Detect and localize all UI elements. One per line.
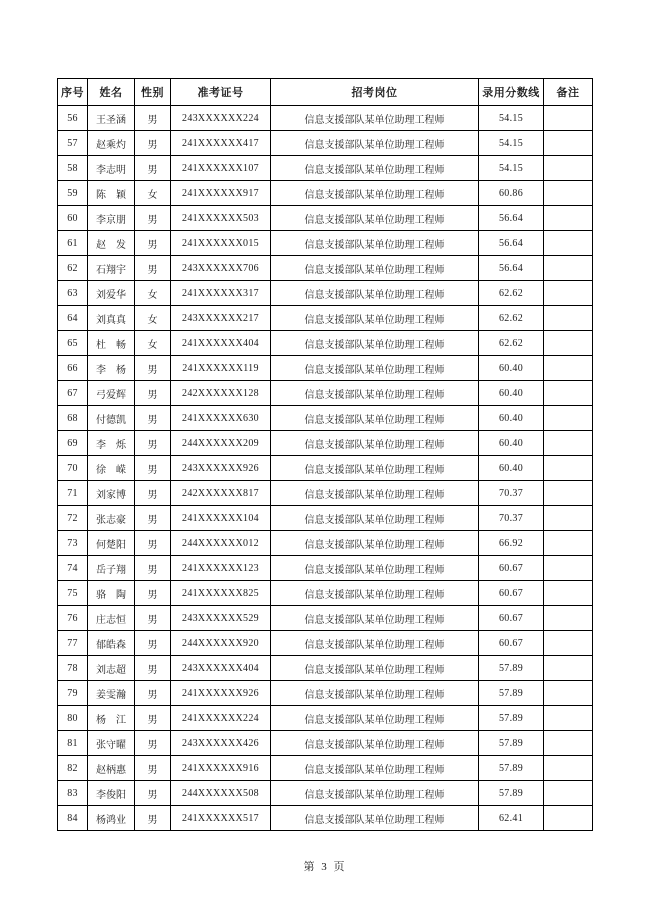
cell-gender: 男 xyxy=(135,631,171,656)
cell-ticket: 243XXXXXX426 xyxy=(171,731,271,756)
cell-ticket: 241XXXXXX926 xyxy=(171,681,271,706)
table-row xyxy=(58,731,593,756)
cell-ticket: 241XXXXXX317 xyxy=(171,281,271,306)
cell-gender: 男 xyxy=(135,106,171,131)
cell-score: 57.89 xyxy=(479,731,544,756)
cell-name: 姜雯瀚 xyxy=(88,681,135,706)
cell-name: 王圣涵 xyxy=(88,106,135,131)
cell-ticket: 244XXXXXX920 xyxy=(171,631,271,656)
cell-no: 62 xyxy=(58,256,88,281)
cell-ticket: 244XXXXXX209 xyxy=(171,431,271,456)
cell-no: 76 xyxy=(58,606,88,631)
cell-position: 信息支援部队某单位助理工程师 xyxy=(271,681,479,706)
cell-name: 付德凯 xyxy=(88,406,135,431)
cell-position: 信息支援部队某单位助理工程师 xyxy=(271,731,479,756)
cell-score: 66.92 xyxy=(479,531,544,556)
cell-name: 刘家博 xyxy=(88,481,135,506)
table-row xyxy=(58,581,593,606)
table-row xyxy=(58,156,593,181)
cell-remark xyxy=(544,206,593,231)
table-row xyxy=(58,681,593,706)
cell-position: 信息支援部队某单位助理工程师 xyxy=(271,556,479,581)
cell-score: 60.40 xyxy=(479,406,544,431)
cell-score: 70.37 xyxy=(479,481,544,506)
cell-score: 57.89 xyxy=(479,656,544,681)
cell-name: 杨 江 xyxy=(88,706,135,731)
table-row xyxy=(58,431,593,456)
cell-name: 岳子翔 xyxy=(88,556,135,581)
cell-name: 弓爱辉 xyxy=(88,381,135,406)
cell-score: 62.62 xyxy=(479,281,544,306)
cell-gender: 男 xyxy=(135,731,171,756)
cell-name: 李京朋 xyxy=(88,206,135,231)
cell-score: 60.67 xyxy=(479,631,544,656)
cell-ticket: 243XXXXXX404 xyxy=(171,656,271,681)
col-header-gender: 性别 xyxy=(135,79,171,106)
cell-no: 64 xyxy=(58,306,88,331)
cell-ticket: 243XXXXXX926 xyxy=(171,456,271,481)
cell-remark xyxy=(544,506,593,531)
cell-name: 赵 发 xyxy=(88,231,135,256)
cell-name: 赵柄惠 xyxy=(88,756,135,781)
cell-name: 李志明 xyxy=(88,156,135,181)
cell-score: 60.86 xyxy=(479,181,544,206)
cell-remark xyxy=(544,256,593,281)
cell-score: 56.64 xyxy=(479,231,544,256)
cell-remark xyxy=(544,231,593,256)
cell-position: 信息支援部队某单位助理工程师 xyxy=(271,256,479,281)
page-number: 第 3 页 xyxy=(303,861,347,873)
table-row xyxy=(58,231,593,256)
cell-position: 信息支援部队某单位助理工程师 xyxy=(271,631,479,656)
cell-gender: 男 xyxy=(135,256,171,281)
table-row xyxy=(58,506,593,531)
cell-position: 信息支援部队某单位助理工程师 xyxy=(271,231,479,256)
cell-no: 84 xyxy=(58,806,88,831)
table-header-row xyxy=(58,79,593,106)
cell-position: 信息支援部队某单位助理工程师 xyxy=(271,456,479,481)
table-row xyxy=(58,181,593,206)
cell-no: 66 xyxy=(58,356,88,381)
cell-remark xyxy=(544,606,593,631)
cell-remark xyxy=(544,431,593,456)
cell-gender: 男 xyxy=(135,556,171,581)
cell-no: 79 xyxy=(58,681,88,706)
col-header-position: 招考岗位 xyxy=(271,79,479,106)
table-row xyxy=(58,606,593,631)
cell-no: 57 xyxy=(58,131,88,156)
cell-ticket: 242XXXXXX128 xyxy=(171,381,271,406)
cell-remark xyxy=(544,731,593,756)
cell-position: 信息支援部队某单位助理工程师 xyxy=(271,131,479,156)
cell-score: 70.37 xyxy=(479,506,544,531)
cell-no: 82 xyxy=(58,756,88,781)
cell-gender: 男 xyxy=(135,606,171,631)
cell-name: 庄志恒 xyxy=(88,606,135,631)
cell-gender: 男 xyxy=(135,506,171,531)
cell-ticket: 244XXXXXX508 xyxy=(171,781,271,806)
cell-no: 72 xyxy=(58,506,88,531)
table-row xyxy=(58,706,593,731)
table-row xyxy=(58,656,593,681)
cell-gender: 男 xyxy=(135,356,171,381)
cell-gender: 女 xyxy=(135,306,171,331)
cell-position: 信息支援部队某单位助理工程师 xyxy=(271,431,479,456)
cell-name: 徐 嵘 xyxy=(88,456,135,481)
cell-position: 信息支援部队某单位助理工程师 xyxy=(271,331,479,356)
cell-remark xyxy=(544,356,593,381)
cell-no: 60 xyxy=(58,206,88,231)
cell-position: 信息支援部队某单位助理工程师 xyxy=(271,656,479,681)
cell-no: 81 xyxy=(58,731,88,756)
cell-remark xyxy=(544,381,593,406)
table-row xyxy=(58,206,593,231)
cell-ticket: 241XXXXXX119 xyxy=(171,356,271,381)
table-row xyxy=(58,456,593,481)
table-row xyxy=(58,631,593,656)
admission-score-table xyxy=(57,78,593,831)
cell-no: 65 xyxy=(58,331,88,356)
cell-ticket: 241XXXXXX104 xyxy=(171,506,271,531)
table-row xyxy=(58,331,593,356)
cell-ticket: 241XXXXXX417 xyxy=(171,131,271,156)
cell-no: 56 xyxy=(58,106,88,131)
cell-remark xyxy=(544,581,593,606)
table-row xyxy=(58,281,593,306)
cell-position: 信息支援部队某单位助理工程师 xyxy=(271,506,479,531)
col-header-name: 姓名 xyxy=(88,79,135,106)
table-row xyxy=(58,531,593,556)
cell-position: 信息支援部队某单位助理工程师 xyxy=(271,756,479,781)
cell-position: 信息支援部队某单位助理工程师 xyxy=(271,581,479,606)
cell-name: 石翔宇 xyxy=(88,256,135,281)
cell-score: 54.15 xyxy=(479,131,544,156)
cell-position: 信息支援部队某单位助理工程师 xyxy=(271,106,479,131)
cell-ticket: 241XXXXXX224 xyxy=(171,706,271,731)
col-header-remark: 备注 xyxy=(544,79,593,106)
cell-no: 67 xyxy=(58,381,88,406)
cell-remark xyxy=(544,131,593,156)
cell-no: 73 xyxy=(58,531,88,556)
cell-gender: 男 xyxy=(135,756,171,781)
cell-ticket: 241XXXXXX630 xyxy=(171,406,271,431)
cell-gender: 男 xyxy=(135,406,171,431)
cell-gender: 男 xyxy=(135,231,171,256)
cell-gender: 男 xyxy=(135,581,171,606)
cell-gender: 男 xyxy=(135,531,171,556)
cell-name: 何楚阳 xyxy=(88,531,135,556)
cell-gender: 男 xyxy=(135,381,171,406)
cell-position: 信息支援部队某单位助理工程师 xyxy=(271,356,479,381)
cell-position: 信息支援部队某单位助理工程师 xyxy=(271,806,479,831)
cell-no: 78 xyxy=(58,656,88,681)
cell-remark xyxy=(544,331,593,356)
cell-gender: 男 xyxy=(135,156,171,181)
cell-position: 信息支援部队某单位助理工程师 xyxy=(271,606,479,631)
cell-score: 60.40 xyxy=(479,456,544,481)
cell-remark xyxy=(544,656,593,681)
cell-position: 信息支援部队某单位助理工程师 xyxy=(271,406,479,431)
cell-score: 60.40 xyxy=(479,381,544,406)
cell-ticket: 241XXXXXX404 xyxy=(171,331,271,356)
cell-name: 张守曜 xyxy=(88,731,135,756)
cell-name: 骆 陶 xyxy=(88,581,135,606)
cell-remark xyxy=(544,481,593,506)
cell-no: 68 xyxy=(58,406,88,431)
cell-ticket: 241XXXXXX517 xyxy=(171,806,271,831)
cell-no: 74 xyxy=(58,556,88,581)
col-header-ticket: 准考证号 xyxy=(171,79,271,106)
cell-ticket: 241XXXXXX917 xyxy=(171,181,271,206)
cell-gender: 男 xyxy=(135,481,171,506)
cell-remark xyxy=(544,631,593,656)
cell-score: 60.67 xyxy=(479,556,544,581)
cell-name: 陈 颖 xyxy=(88,181,135,206)
cell-ticket: 241XXXXXX825 xyxy=(171,581,271,606)
cell-position: 信息支援部队某单位助理工程师 xyxy=(271,306,479,331)
cell-remark xyxy=(544,806,593,831)
cell-ticket: 242XXXXXX817 xyxy=(171,481,271,506)
cell-score: 60.67 xyxy=(479,606,544,631)
table-row xyxy=(58,781,593,806)
table-row xyxy=(58,556,593,581)
cell-score: 57.89 xyxy=(479,681,544,706)
cell-position: 信息支援部队某单位助理工程师 xyxy=(271,481,479,506)
cell-score: 62.41 xyxy=(479,806,544,831)
cell-remark xyxy=(544,681,593,706)
cell-ticket: 241XXXXXX015 xyxy=(171,231,271,256)
cell-no: 69 xyxy=(58,431,88,456)
cell-name: 郁皓森 xyxy=(88,631,135,656)
col-header-no: 序号 xyxy=(58,79,88,106)
cell-score: 60.67 xyxy=(479,581,544,606)
cell-ticket: 243XXXXXX224 xyxy=(171,106,271,131)
cell-remark xyxy=(544,306,593,331)
cell-remark xyxy=(544,531,593,556)
cell-no: 70 xyxy=(58,456,88,481)
cell-no: 59 xyxy=(58,181,88,206)
cell-score: 56.64 xyxy=(479,256,544,281)
cell-position: 信息支援部队某单位助理工程师 xyxy=(271,181,479,206)
cell-gender: 男 xyxy=(135,656,171,681)
cell-gender: 女 xyxy=(135,181,171,206)
cell-no: 83 xyxy=(58,781,88,806)
table-row xyxy=(58,256,593,281)
cell-gender: 男 xyxy=(135,806,171,831)
cell-position: 信息支援部队某单位助理工程师 xyxy=(271,706,479,731)
cell-remark xyxy=(544,756,593,781)
table-row xyxy=(58,306,593,331)
cell-remark xyxy=(544,281,593,306)
cell-name: 刘真真 xyxy=(88,306,135,331)
cell-gender: 男 xyxy=(135,781,171,806)
table-row xyxy=(58,406,593,431)
table-row xyxy=(58,381,593,406)
cell-ticket: 241XXXXXX123 xyxy=(171,556,271,581)
cell-score: 57.89 xyxy=(479,756,544,781)
cell-name: 李俊阳 xyxy=(88,781,135,806)
cell-score: 57.89 xyxy=(479,706,544,731)
cell-gender: 男 xyxy=(135,706,171,731)
cell-gender: 男 xyxy=(135,206,171,231)
cell-score: 56.64 xyxy=(479,206,544,231)
cell-remark xyxy=(544,181,593,206)
cell-gender: 女 xyxy=(135,331,171,356)
cell-remark xyxy=(544,406,593,431)
cell-score: 54.15 xyxy=(479,156,544,181)
cell-no: 75 xyxy=(58,581,88,606)
cell-name: 李 杨 xyxy=(88,356,135,381)
cell-remark xyxy=(544,156,593,181)
table-row xyxy=(58,806,593,831)
table-row xyxy=(58,356,593,381)
table-row xyxy=(58,481,593,506)
cell-name: 赵乘灼 xyxy=(88,131,135,156)
cell-no: 80 xyxy=(58,706,88,731)
cell-ticket: 243XXXXXX529 xyxy=(171,606,271,631)
cell-gender: 男 xyxy=(135,431,171,456)
cell-remark xyxy=(544,781,593,806)
cell-position: 信息支援部队某单位助理工程师 xyxy=(271,531,479,556)
cell-no: 61 xyxy=(58,231,88,256)
cell-remark xyxy=(544,706,593,731)
cell-remark xyxy=(544,556,593,581)
cell-name: 杨鸿业 xyxy=(88,806,135,831)
cell-no: 71 xyxy=(58,481,88,506)
cell-ticket: 241XXXXXX916 xyxy=(171,756,271,781)
cell-gender: 男 xyxy=(135,131,171,156)
cell-ticket: 243XXXXXX706 xyxy=(171,256,271,281)
cell-gender: 女 xyxy=(135,281,171,306)
cell-remark xyxy=(544,456,593,481)
table-row xyxy=(58,131,593,156)
cell-no: 63 xyxy=(58,281,88,306)
cell-no: 58 xyxy=(58,156,88,181)
cell-score: 60.40 xyxy=(479,356,544,381)
cell-name: 李 烁 xyxy=(88,431,135,456)
cell-score: 60.40 xyxy=(479,431,544,456)
table-row xyxy=(58,106,593,131)
col-header-score: 录用分数线 xyxy=(479,79,544,106)
cell-no: 77 xyxy=(58,631,88,656)
cell-ticket: 243XXXXXX217 xyxy=(171,306,271,331)
cell-score: 54.15 xyxy=(479,106,544,131)
cell-score: 62.62 xyxy=(479,306,544,331)
cell-gender: 男 xyxy=(135,681,171,706)
cell-score: 62.62 xyxy=(479,331,544,356)
cell-name: 刘志超 xyxy=(88,656,135,681)
cell-name: 张志豪 xyxy=(88,506,135,531)
cell-gender: 男 xyxy=(135,456,171,481)
cell-position: 信息支援部队某单位助理工程师 xyxy=(271,156,479,181)
cell-score: 57.89 xyxy=(479,781,544,806)
cell-name: 杜 畅 xyxy=(88,331,135,356)
cell-remark xyxy=(544,106,593,131)
table-row xyxy=(58,756,593,781)
cell-position: 信息支援部队某单位助理工程师 xyxy=(271,381,479,406)
cell-ticket: 241XXXXXX503 xyxy=(171,206,271,231)
cell-position: 信息支援部队某单位助理工程师 xyxy=(271,206,479,231)
cell-position: 信息支援部队某单位助理工程师 xyxy=(271,781,479,806)
cell-name: 刘爱华 xyxy=(88,281,135,306)
cell-ticket: 241XXXXXX107 xyxy=(171,156,271,181)
cell-position: 信息支援部队某单位助理工程师 xyxy=(271,281,479,306)
cell-ticket: 244XXXXXX012 xyxy=(171,531,271,556)
